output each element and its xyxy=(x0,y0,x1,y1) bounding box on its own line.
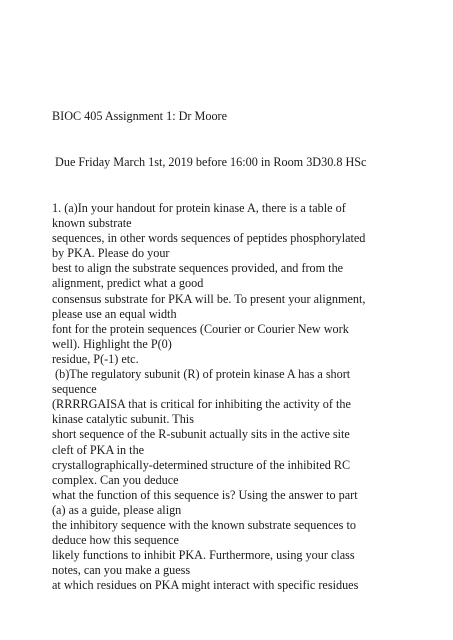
text-line: (a) as a guide, please align xyxy=(52,502,182,517)
text-line: known substrate xyxy=(52,216,132,231)
text-line: the inhibitory sequence with the known substrate sequences to xyxy=(52,517,356,532)
text-line: font for the protein sequences (Courier or Courier New work xyxy=(52,321,349,336)
question-text xyxy=(52,201,447,593)
text-line: please use an equal width xyxy=(52,306,177,321)
text-line: complex. Can you deduce xyxy=(52,472,179,487)
text-line: cleft of PKA in the xyxy=(52,442,145,457)
text-line: by PKA. Please do your xyxy=(52,246,170,261)
text-line: (RRRRGAISA that is critical for inhibiting the activity of the xyxy=(52,397,351,412)
text-line: likely functions to inhibit PKA. Furthermore, using your class xyxy=(52,548,355,563)
text-line: well). Highlight the P(0) xyxy=(52,336,172,351)
assignment-title: BIOC 405 Assignment 1: Dr Moore xyxy=(52,109,228,123)
text-line: 1. (a)In your handout for protein kinase A, there is a table of xyxy=(52,201,346,215)
text-line: notes, can you make a guess xyxy=(52,563,191,578)
text-line: deduce how this sequence xyxy=(52,533,179,548)
text-line: consensus substrate for PKA will be. To present your alignment, xyxy=(52,291,366,306)
text-line: crystallographically-determined structure of the inhibited RC xyxy=(52,457,351,472)
text-line: at which residues on PKA might interact with specific residues xyxy=(52,578,359,593)
text-line: kinase catalytic subunit. This xyxy=(52,412,194,427)
text-line: sequence xyxy=(52,382,97,397)
text-line: (b)The regulatory subunit (R) of protein kinase A has a short xyxy=(52,367,351,382)
text-line: alignment, predict what a good xyxy=(52,276,204,291)
text-line: what the function of this sequence is? Using the answer to part xyxy=(52,487,358,502)
text-line: residue, P(-1) etc. xyxy=(52,351,139,366)
text-line: sequences, in other words sequences of peptides phosphorylated xyxy=(52,231,366,246)
text-line: short sequence of the R-subunit actually sits in the active site xyxy=(52,427,350,442)
due-date-line: Due Friday March 1st, 2019 before 16:00 in Room 3D30.8 HSc xyxy=(52,155,367,169)
text-line: best to align the substrate sequences provided, and from the xyxy=(52,261,344,276)
